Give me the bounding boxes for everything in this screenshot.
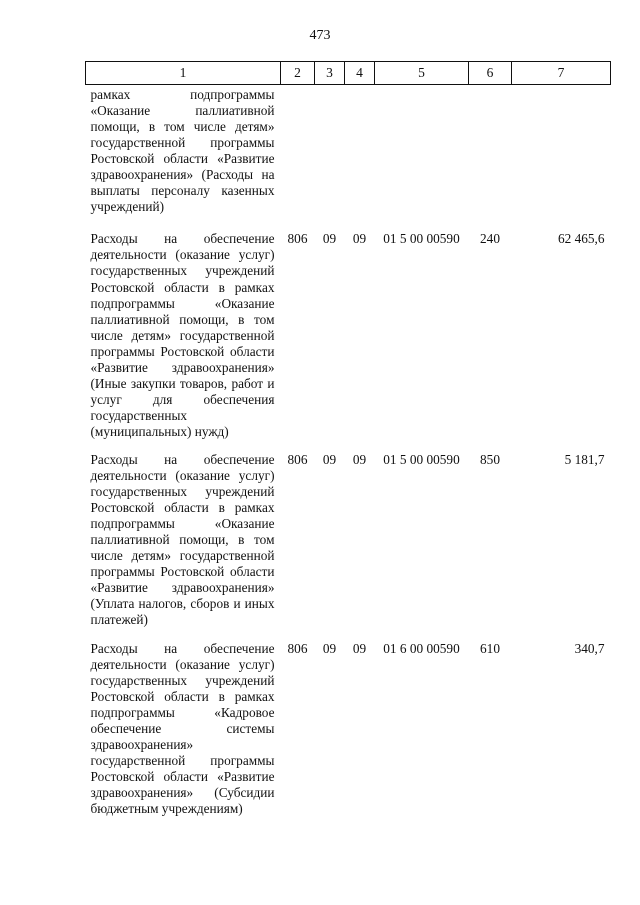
section-code: 09 (322, 640, 337, 656)
expense-type-code (469, 85, 512, 228)
row-description: рамках подпрограммы «Оказание паллиативной помощи, в том числе детям» государственной программы Ростовской области «Развитие здравоохранения» (Расходы на выплаты персоналу казенных учреждений) (90, 87, 275, 215)
expense-type-code: 240 (480, 231, 500, 247)
target-code: 01 5 00 00590 (383, 231, 460, 247)
column-header: 2 (281, 62, 315, 85)
ministry-code: 806 (287, 640, 308, 656)
table-row (86, 637, 611, 826)
section-code: 09 (322, 451, 337, 467)
ministry-code: 806 (287, 231, 308, 247)
row-description: Расходы на обеспечение деятельности (оказание услуг) государственных учреждений Ростовской области в рамках подпрограммы «Оказание паллиативной помощи, в том числе детям» государственной программы Ростовской области «Развитие здравоохранения» (Уплата налогов, сборов и иных платежей) (90, 451, 275, 628)
expense-type-code: 610 (480, 640, 500, 656)
row-description: Расходы на обеспечение деятельности (оказание услуг) государственных учреждений Ростовской области в рамках подпрограммы «Кадровое обеспечение системы здравоохранения» государственной программы Ростовской области «Развитие здравоохранения» (Субсидии бюджетным учреждениям) (90, 640, 275, 816)
section-code: 09 (322, 231, 337, 247)
subsection-code (345, 85, 375, 228)
column-header: 1 (86, 62, 281, 85)
subsection-code: 09 (352, 640, 367, 656)
row-description: Расходы на обеспечение деятельности (оказание услуг) государственных учреждений Ростовской области в рамках подпрограммы «Оказание паллиативной помощи, в том числе детям» государственной программы Ростовской области «Развитие здравоохранения» (Иные закупки товаров, работ и услуг для обеспечения государственных (муниципальных) нужд) (90, 231, 275, 439)
column-header: 3 (315, 62, 345, 85)
amount: 5 181,7 (564, 451, 605, 467)
subsection-code: 09 (352, 451, 367, 467)
page-number: 473 (309, 28, 331, 43)
table-row (86, 227, 611, 448)
column-header: 6 (469, 62, 512, 85)
ministry-code: 806 (287, 451, 308, 467)
amount: 340,7 (574, 640, 605, 656)
amount: 62 465,6 (557, 231, 605, 247)
target-code: 01 6 00 00590 (383, 640, 460, 656)
target-code (375, 85, 469, 228)
target-code: 01 5 00 00590 (383, 451, 460, 467)
column-header: 5 (375, 62, 469, 85)
expense-type-code: 850 (480, 451, 500, 467)
section-code (315, 85, 345, 228)
column-header: 4 (345, 62, 375, 85)
column-header: 7 (512, 62, 611, 85)
table-row (86, 448, 611, 637)
ministry-code (281, 85, 315, 228)
table-header-row (86, 62, 611, 85)
amount (512, 85, 611, 228)
table-row (86, 85, 611, 228)
budget-table (85, 61, 611, 825)
subsection-code: 09 (352, 231, 367, 247)
